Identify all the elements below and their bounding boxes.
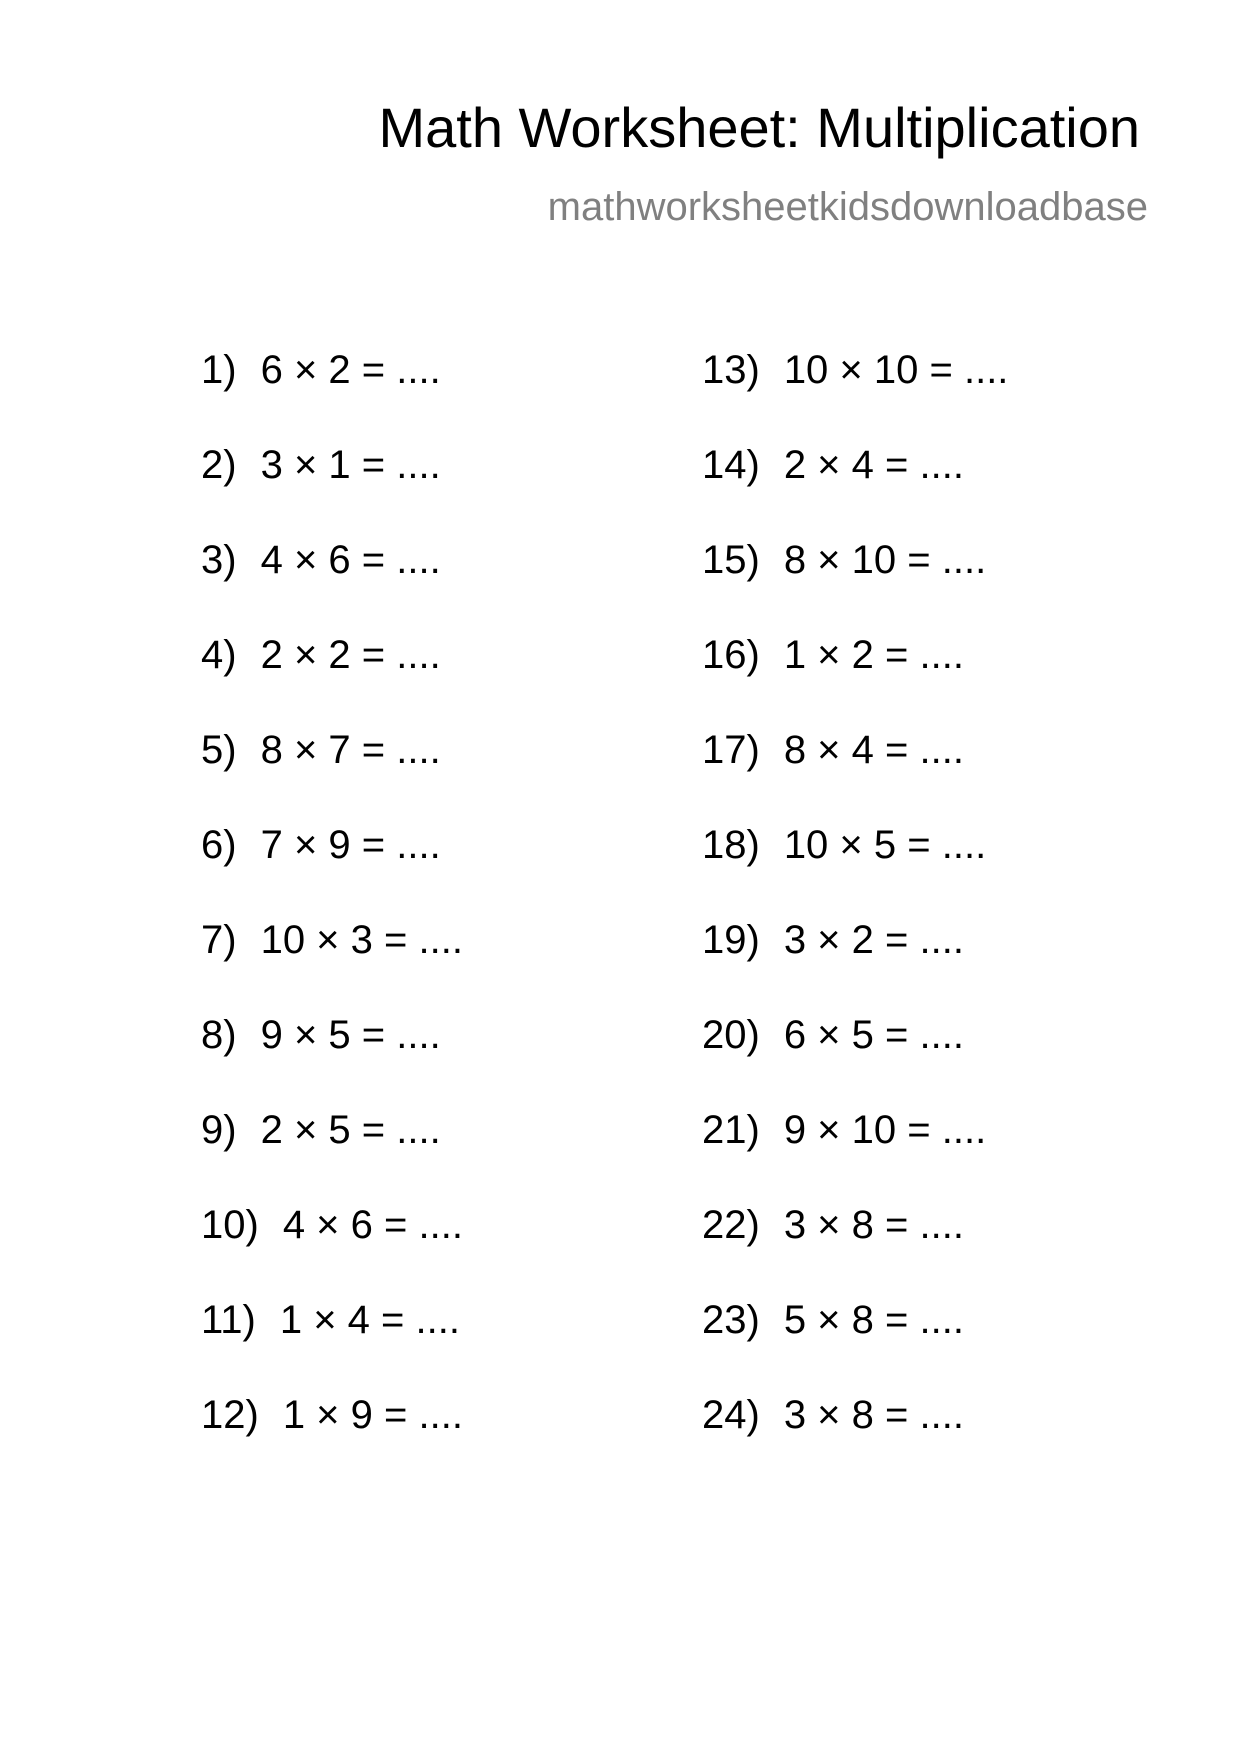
problem-item: [201, 1201, 463, 1296]
worksheet-title: Math Worksheet: Multiplication: [378, 96, 1140, 159]
problem-item: [702, 536, 1008, 631]
problem-number: 24): [702, 1393, 760, 1437]
problem-number: 11): [201, 1298, 256, 1342]
problem-expression: 1 × 2 = ....: [783, 633, 964, 677]
problem-expression: 8 × 7 = ....: [260, 728, 441, 772]
problem-expression: 8 × 10 = ....: [783, 538, 987, 582]
problem-number: 12): [201, 1393, 259, 1437]
problem-number: 19): [702, 918, 760, 962]
problem-item: [702, 821, 1008, 916]
problem-number: 23): [702, 1298, 760, 1342]
problem-expression: 3 × 2 = ....: [783, 918, 964, 962]
problem-expression: 1 × 4 = ....: [279, 1298, 460, 1342]
problem-expression: 6 × 2 = ....: [260, 348, 441, 392]
problem-expression: 3 × 1 = ....: [260, 443, 441, 487]
problems-column-left: [201, 346, 463, 1486]
problem-item: [702, 1106, 1008, 1201]
problem-number: 9): [201, 1108, 237, 1152]
problem-number: 8): [201, 1013, 237, 1057]
problem-item: [201, 631, 463, 726]
problem-item: [201, 536, 463, 631]
problem-item: [201, 916, 463, 1011]
problems-column-right: [702, 346, 1008, 1486]
worksheet-subtitle: mathworksheetkidsdownloadbase: [547, 185, 1148, 229]
problem-number: 22): [702, 1203, 760, 1247]
problem-item: [702, 1296, 1008, 1391]
problem-item: [201, 1011, 463, 1106]
problem-item: [201, 726, 463, 821]
problem-expression: 10 × 5 = ....: [783, 823, 987, 867]
problem-expression: 2 × 2 = ....: [260, 633, 441, 677]
problem-item: [201, 1391, 463, 1486]
problem-expression: 1 × 9 = ....: [282, 1393, 463, 1437]
problem-item: [201, 1296, 463, 1391]
problem-number: 17): [702, 728, 760, 772]
problem-expression: 4 × 6 = ....: [282, 1203, 463, 1247]
problem-number: 16): [702, 633, 760, 677]
problem-expression: 8 × 4 = ....: [783, 728, 964, 772]
problem-expression: 9 × 5 = ....: [260, 1013, 441, 1057]
problem-expression: 4 × 6 = ....: [260, 538, 441, 582]
problem-item: [201, 1106, 463, 1201]
problem-number: 13): [702, 348, 760, 392]
problem-item: [702, 726, 1008, 821]
problem-item: [201, 346, 463, 441]
problem-expression: 6 × 5 = ....: [783, 1013, 964, 1057]
problem-number: 4): [201, 633, 237, 677]
problem-number: 10): [201, 1203, 259, 1247]
problem-number: 5): [201, 728, 237, 772]
problem-expression: 7 × 9 = ....: [260, 823, 441, 867]
problem-expression: 10 × 10 = ....: [783, 348, 1009, 392]
problem-item: [702, 441, 1008, 536]
problem-expression: 10 × 3 = ....: [260, 918, 463, 962]
problem-number: 6): [201, 823, 237, 867]
problem-number: 14): [702, 443, 760, 487]
problem-number: 20): [702, 1013, 760, 1057]
problem-expression: 3 × 8 = ....: [783, 1203, 964, 1247]
problem-number: 1): [201, 348, 237, 392]
problem-number: 21): [702, 1108, 760, 1152]
problem-expression: 9 × 10 = ....: [783, 1108, 987, 1152]
problem-item: [702, 631, 1008, 726]
problem-number: 3): [201, 538, 237, 582]
problem-expression: 2 × 4 = ....: [783, 443, 964, 487]
problem-number: 18): [702, 823, 760, 867]
problem-number: 2): [201, 443, 237, 487]
problem-item: [702, 916, 1008, 1011]
problem-expression: 2 × 5 = ....: [260, 1108, 441, 1152]
problem-expression: 3 × 8 = ....: [783, 1393, 964, 1437]
problem-item: [702, 1011, 1008, 1106]
problem-item: [702, 346, 1008, 441]
problem-number: 7): [201, 918, 237, 962]
problem-expression: 5 × 8 = ....: [783, 1298, 964, 1342]
problem-item: [702, 1391, 1008, 1486]
problem-item: [702, 1201, 1008, 1296]
problem-number: 15): [702, 538, 760, 582]
problem-item: [201, 441, 463, 536]
problem-item: [201, 821, 463, 916]
